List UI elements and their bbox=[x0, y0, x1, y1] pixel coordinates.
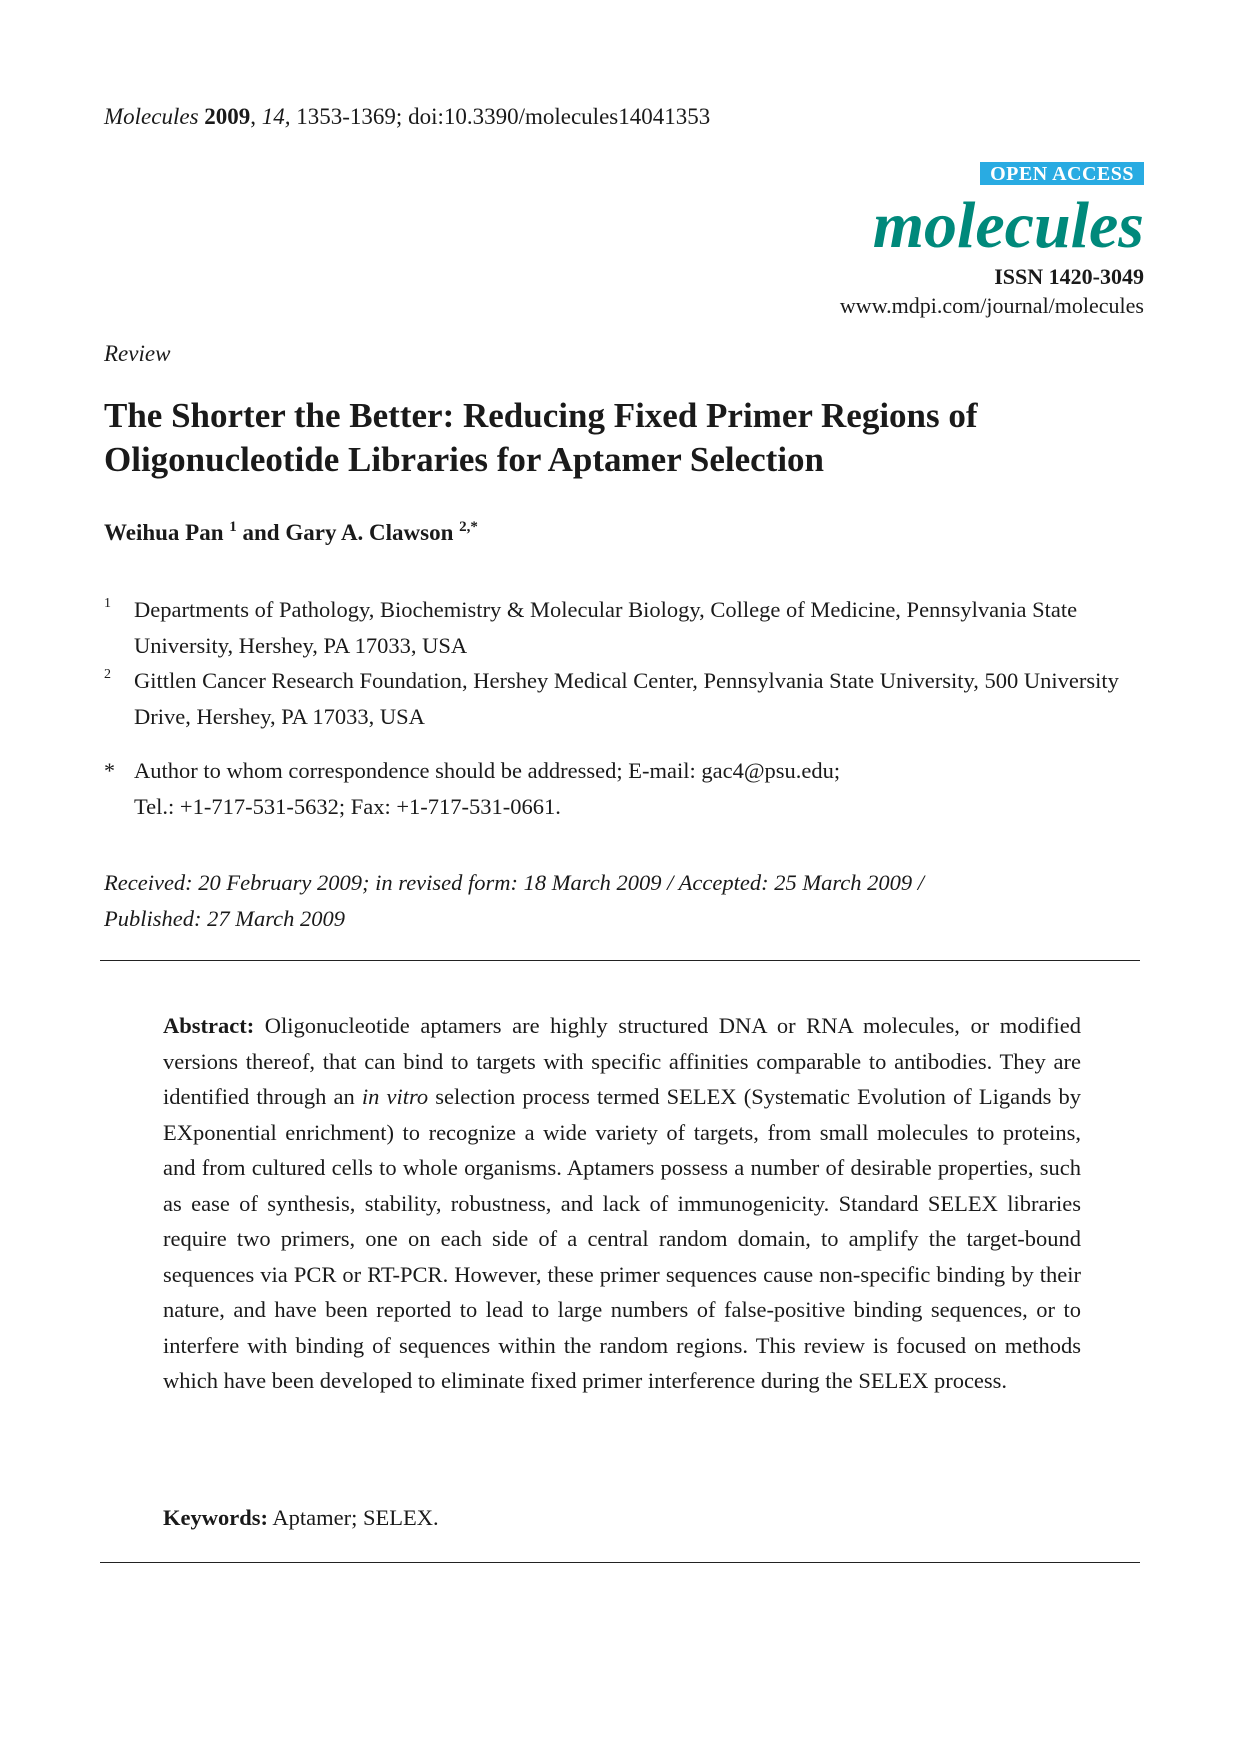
author-joiner: and bbox=[242, 520, 280, 545]
citation-year: 2009 bbox=[204, 104, 251, 129]
keywords bbox=[163, 1505, 439, 1531]
keywords-label: Keywords: bbox=[163, 1505, 268, 1530]
journal-logo: molecules bbox=[872, 189, 1144, 262]
abstract-text: selection process termed SELEX (Systematic Evolution of Ligands by EXponential enrichment) to recognize a wide variety of targets, from small molecules to proteins, and from cultured cells to whole organisms. Aptamers possess a number of desirable properties, such as ease of synthesis, stability, robustness, and lack of immunogenicity. Standard SELEX libraries require two primers, one on each side of a central random domain, to amplify the target-bound sequences via PCR or RT-PCR. However, these primer sequences cause non-specific binding by their nature, and have been reported to lead to large numbers of false-positive binding sequences, or to interfere with binding of sequences within the random regions. This review is focused on methods which have been developed to eliminate fixed primer interference during the SELEX process. bbox=[163, 1084, 1081, 1393]
author-name: Gary A. Clawson bbox=[285, 520, 454, 545]
citation-pages: 1353-1369; doi:10.3390/molecules14041353 bbox=[296, 104, 711, 129]
affiliation-mark: 2 bbox=[104, 667, 111, 682]
divider-bottom bbox=[100, 1562, 1140, 1563]
citation-line: Molecules 2009, 14, 1353-1369; doi:10.3390/molecules14041353 bbox=[104, 104, 711, 129]
abstract bbox=[163, 1008, 1081, 1399]
abstract-text: Oligonucleotide aptamers are highly structured DNA or RNA molecules, or modified versions thereof, that can bind to targets with specific affinities comparable to antibodies. They are identified through an bbox=[163, 1013, 1081, 1109]
abstract-italic: in vitro bbox=[361, 1084, 429, 1109]
author-name: Weihua Pan bbox=[104, 520, 224, 545]
dates-line: Published: 27 March 2009 bbox=[104, 905, 346, 931]
article-type: Review bbox=[104, 341, 171, 366]
divider-top bbox=[100, 960, 1140, 961]
correspondence-line: Author to whom correspondence should be addressed; E-mail: gac4@psu.edu; bbox=[134, 758, 841, 783]
open-access-badge: OPEN ACCESS bbox=[980, 162, 1144, 185]
affiliation-list bbox=[104, 592, 1144, 824]
publication-dates bbox=[104, 865, 1144, 936]
author-affiliation-mark: 2,* bbox=[459, 519, 478, 535]
author-affiliation-mark: 1 bbox=[229, 519, 237, 535]
journal-url[interactable]: www.mdpi.com/journal/molecules bbox=[839, 293, 1144, 318]
affiliation-item bbox=[104, 592, 1144, 663]
abstract-label: Abstract: bbox=[163, 1013, 255, 1038]
correspondence-note bbox=[104, 753, 1144, 824]
issn: ISSN 1420-3049 bbox=[994, 264, 1144, 289]
author-list bbox=[104, 520, 478, 546]
keywords-text: Aptamer; SELEX. bbox=[268, 1505, 439, 1530]
affiliation-mark: 1 bbox=[104, 596, 111, 611]
correspondence-line: Tel.: +1-717-531-5632; Fax: +1-717-531-0661. bbox=[134, 793, 561, 819]
citation-volume: 14, bbox=[261, 104, 291, 129]
affiliation-item bbox=[104, 663, 1144, 734]
citation-journal: Molecules bbox=[104, 104, 199, 129]
dates-line: Received: 20 February 2009; in revised form: 18 March 2009 / Accepted: 25 March 2009 / bbox=[104, 870, 924, 895]
affiliation-text: Gittlen Cancer Research Foundation, Hershey Medical Center, Pennsylvania State University, 500 University Drive, Hershey, PA 17033, USA bbox=[134, 668, 1119, 729]
article-title: The Shorter the Better: Reducing Fixed Primer Regions of Oligonucleotide Libraries for Aptamer Selection bbox=[104, 396, 978, 479]
correspondence-mark: * bbox=[104, 758, 115, 783]
affiliation-text: Departments of Pathology, Biochemistry & Molecular Biology, College of Medicine, Pennsylvania State University, Hershey, PA 17033, USA bbox=[134, 597, 1078, 658]
